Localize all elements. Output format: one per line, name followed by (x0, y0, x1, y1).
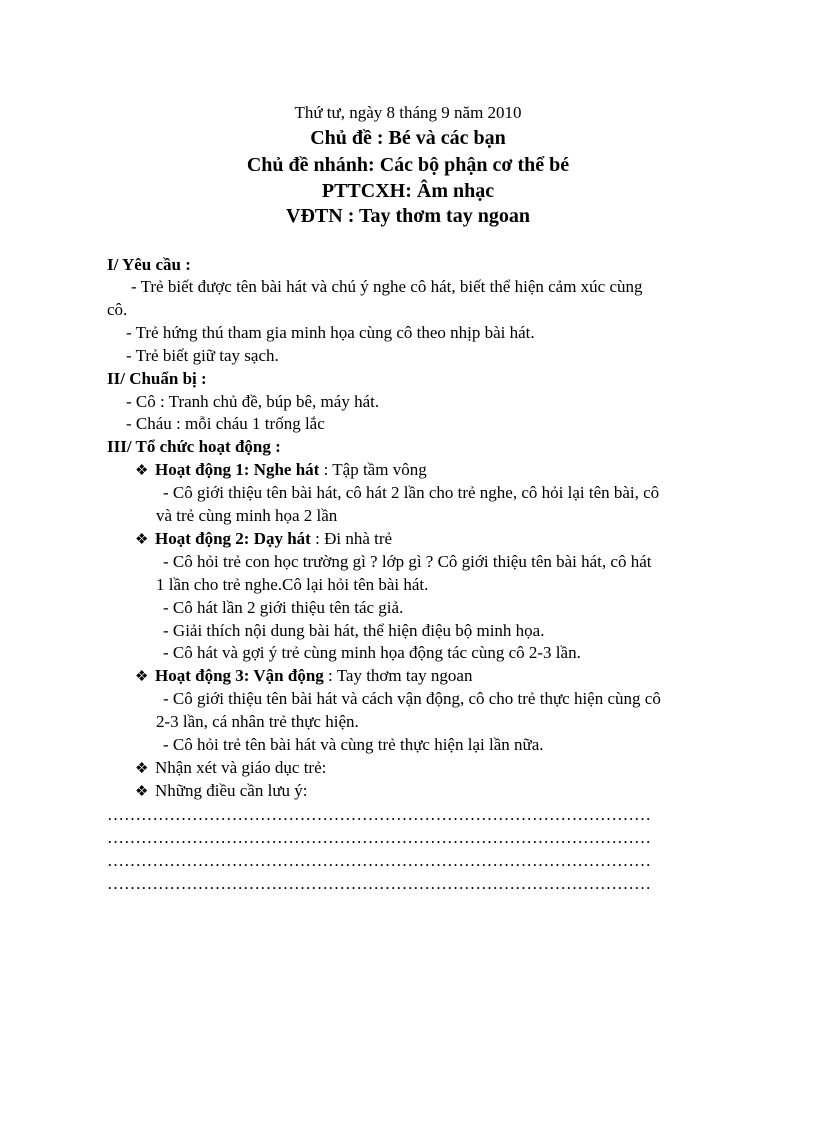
activity-2-label: Hoạt động 2: Dạy hát (155, 529, 311, 548)
activity-2-text: - Cô hỏi trẻ con học trường gì ? lớp gì ? Cô giới thiệu tên bài hát, cô hát (163, 552, 652, 571)
dotted-line: …………………………………………………………………………………… (107, 805, 651, 824)
lesson-title: VĐTN : Tay thơm tay ngoan (286, 205, 530, 227)
diamond-bullet-icon: ❖ (135, 669, 149, 685)
activity-1-line (135, 459, 427, 482)
section1-item: - Trẻ hứng thú tham gia minh họa cùng cô theo nhịp bài hát. (126, 323, 535, 342)
activity-1-text: - Cô giới thiệu tên bài hát, cô hát 2 lần cho trẻ nghe, cô hỏi lại tên bài, cô (163, 483, 660, 502)
dotted-line: …………………………………………………………………………………… (107, 874, 651, 893)
activity-2-text: - Giải thích nội dung bài hát, thể hiện điệu bộ minh họa. (163, 621, 545, 640)
dotted-line: …………………………………………………………………………………… (107, 851, 651, 870)
diamond-bullet-icon: ❖ (135, 532, 149, 548)
activity-3-label: Hoạt động 3: Vận động (155, 666, 324, 685)
note-2-line (135, 780, 308, 803)
activity-2-text: - Cô hát lần 2 giới thiệu tên tác giả. (163, 598, 404, 617)
section2-item: - Cháu : mỗi cháu 1 trống lắc (126, 414, 325, 433)
activity-1-label: Hoạt động 1: Nghe hát (155, 460, 320, 479)
activity-3-text: 2-3 lần, cá nhân trẻ thực hiện. (156, 712, 359, 731)
dotted-line: …………………………………………………………………………………… (107, 828, 651, 847)
section1-item: - Trẻ biết giữ tay sạch. (126, 346, 279, 365)
note-2-text: Những điều cần lưu ý: (155, 781, 308, 800)
section1-item: cô. (107, 300, 128, 319)
activity-3-text: - Cô giới thiệu tên bài hát và cách vận động, cô cho trẻ thực hiện cùng cô (163, 689, 661, 708)
activity-1-text: và trẻ cùng minh họa 2 lần (156, 506, 338, 525)
note-1-line (135, 757, 326, 780)
diamond-bullet-icon: ❖ (135, 784, 149, 800)
activity-3-text: - Cô hỏi trẻ tên bài hát và cùng trẻ thực hiện lại lần nữa. (163, 735, 544, 754)
diamond-bullet-icon: ❖ (135, 463, 149, 479)
field-title: PTTCXH: Âm nhạc (321, 180, 495, 202)
activity-2-song: : Đi nhà trẻ (310, 529, 393, 548)
activity-3-line (135, 665, 472, 688)
section2-heading: II/ Chuẩn bị : (107, 369, 207, 388)
activity-1-song: : Tập tầm vông (319, 460, 427, 479)
activity-2-text: 1 lần cho trẻ nghe.Cô lại hỏi tên bài hát. (156, 575, 429, 594)
section1-heading: I/ Yêu cầu : (107, 255, 191, 274)
sub-theme-title: Chủ đề nhánh: Các bộ phận cơ thể bé (246, 154, 570, 176)
activity-2-text: - Cô hát và gợi ý trẻ cùng minh họa động tác cùng cô 2-3 lần. (163, 643, 581, 662)
date-line: Thứ tư, ngày 8 tháng 9 năm 2010 (294, 103, 522, 122)
diamond-bullet-icon: ❖ (135, 761, 149, 777)
section2-item: - Cô : Tranh chủ đề, búp bê, máy hát. (126, 392, 380, 411)
activity-2-line (135, 528, 392, 551)
theme-title: Chủ đề : Bé và các bạn (310, 127, 506, 149)
activity-3-song: : Tay thơm tay ngoan (323, 666, 473, 685)
section3-heading: III/ Tổ chức hoạt động : (107, 437, 281, 456)
section1-item: - Trẻ biết được tên bài hát và chú ý nghe cô hát, biết thể hiện cảm xúc cùng (131, 277, 643, 296)
note-1-text: Nhận xét và giáo dục trẻ: (155, 758, 327, 777)
